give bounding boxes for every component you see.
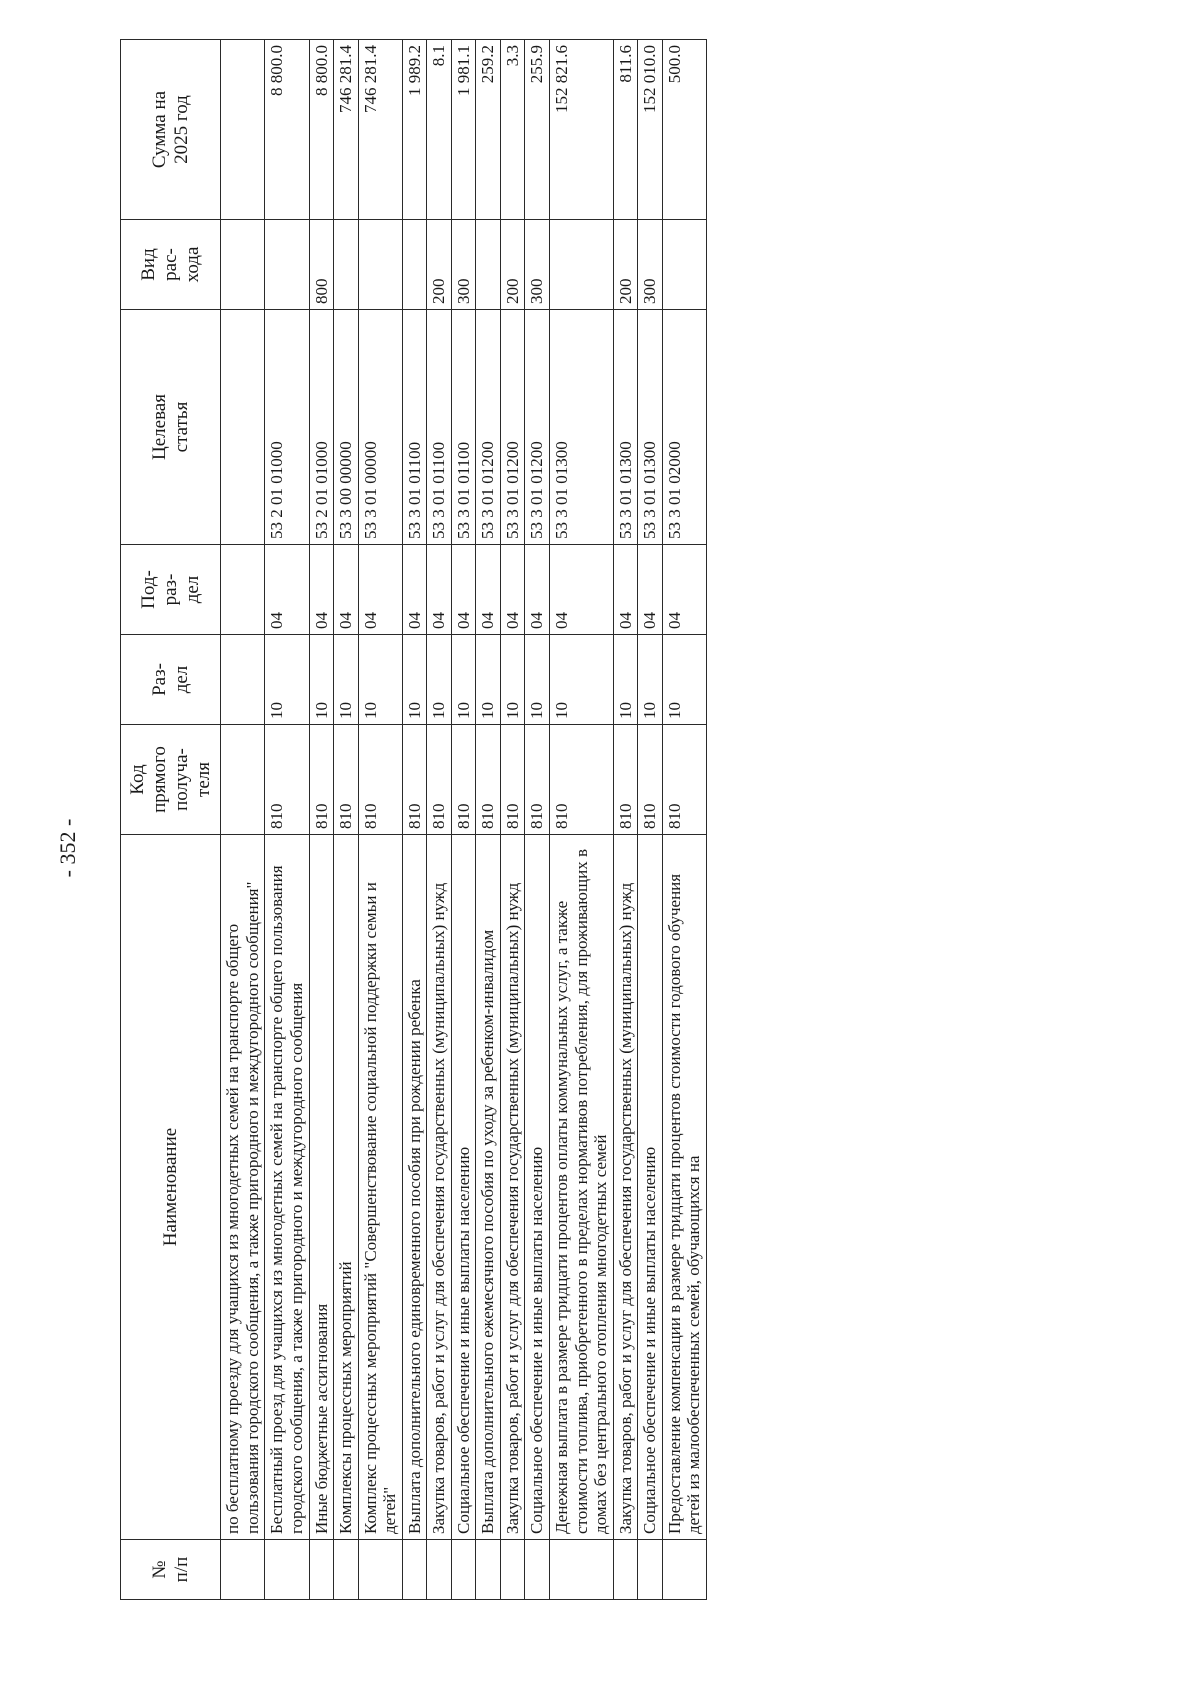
cell-exptype	[662, 220, 706, 310]
table-row	[476, 40, 501, 1600]
cell-subsection: 04	[358, 545, 402, 635]
table-row	[662, 40, 706, 1600]
cell-recipient: 810	[662, 725, 706, 835]
cell-target	[221, 310, 265, 545]
cell-subsection: 04	[638, 545, 663, 635]
cell-subsection: 04	[476, 545, 501, 635]
cell-recipient: 810	[476, 725, 501, 835]
cell-target: 53 3 01 01200	[525, 310, 550, 545]
cell-exptype: 200	[427, 220, 452, 310]
cell-exptype	[402, 220, 427, 310]
cell-section: 10	[309, 635, 334, 725]
cell-num	[402, 1540, 427, 1600]
cell-name: Бесплатный проезд для учащихся из многодетных семей на транспорте общего пользования городского сообщения, а также пригородного и междугородного сообщения	[265, 835, 309, 1540]
cell-recipient: 810	[334, 725, 359, 835]
header-subsection: Под- раз- дел	[121, 545, 221, 635]
cell-sum: 152 821.6	[550, 40, 614, 220]
cell-section: 10	[265, 635, 309, 725]
cell-exptype: 200	[500, 220, 525, 310]
cell-recipient: 810	[613, 725, 638, 835]
cell-num	[334, 1540, 359, 1600]
cell-subsection: 04	[613, 545, 638, 635]
table-body	[221, 40, 706, 1600]
cell-sum: 152 010.0	[638, 40, 663, 220]
cell-target: 53 3 01 01100	[402, 310, 427, 545]
cell-sum: 8.1	[427, 40, 452, 220]
cell-sum: 8 800.0	[309, 40, 334, 220]
cell-subsection: 04	[451, 545, 476, 635]
cell-num	[427, 1540, 452, 1600]
cell-exptype: 800	[309, 220, 334, 310]
header-sum: Сумма на 2025 год	[121, 40, 221, 220]
cell-subsection: 04	[500, 545, 525, 635]
cell-exptype: 300	[525, 220, 550, 310]
cell-target: 53 3 01 01100	[427, 310, 452, 545]
cell-sum: 3.3	[500, 40, 525, 220]
cell-name: Закупка товаров, работ и услуг для обеспечения государственных (муниципальных) нужд	[613, 835, 638, 1540]
header-num: № п/п	[121, 1540, 221, 1600]
cell-subsection: 04	[265, 545, 309, 635]
cell-subsection: 04	[334, 545, 359, 635]
cell-num	[662, 1540, 706, 1600]
cell-num	[309, 1540, 334, 1600]
cell-target: 53 2 01 01000	[265, 310, 309, 545]
cell-name: Предоставление компенсации в размере тридцати процентов стоимости годового обучения детей из малообеспеченных семей, обучающихся на	[662, 835, 706, 1540]
table-row	[309, 40, 334, 1600]
cell-num	[525, 1540, 550, 1600]
table-row	[427, 40, 452, 1600]
cell-name: по бесплатному проезду для учащихся из многодетных семей на транспорте общего пользования городского сообщения, а также пригородного и междугородного сообщения"	[221, 835, 265, 1540]
header-name: Наименование	[121, 835, 221, 1540]
cell-recipient: 810	[550, 725, 614, 835]
cell-recipient: 810	[500, 725, 525, 835]
cell-section: 10	[638, 635, 663, 725]
header-row	[121, 40, 221, 1600]
cell-recipient: 810	[525, 725, 550, 835]
cell-recipient	[221, 725, 265, 835]
cell-recipient: 810	[451, 725, 476, 835]
cell-section: 10	[500, 635, 525, 725]
table-row	[550, 40, 614, 1600]
cell-exptype	[265, 220, 309, 310]
cell-subsection	[221, 545, 265, 635]
table-row	[358, 40, 402, 1600]
cell-name: Иные бюджетные ассигнования	[309, 835, 334, 1540]
cell-exptype: 300	[451, 220, 476, 310]
table-row	[221, 40, 265, 1600]
cell-sum: 259.2	[476, 40, 501, 220]
rotated-content	[120, 40, 1100, 1600]
cell-sum: 1 989.2	[402, 40, 427, 220]
cell-section	[221, 635, 265, 725]
cell-section: 10	[451, 635, 476, 725]
cell-recipient: 810	[638, 725, 663, 835]
table-row	[613, 40, 638, 1600]
cell-sum: 746 281.4	[334, 40, 359, 220]
cell-exptype	[550, 220, 614, 310]
header-exptype: Вид рас- хода	[121, 220, 221, 310]
cell-section: 10	[662, 635, 706, 725]
table-row	[500, 40, 525, 1600]
cell-sum: 8 800.0	[265, 40, 309, 220]
cell-recipient: 810	[427, 725, 452, 835]
cell-num	[550, 1540, 614, 1600]
cell-recipient: 810	[402, 725, 427, 835]
cell-name: Комплексы процессных мероприятий	[334, 835, 359, 1540]
cell-exptype	[334, 220, 359, 310]
cell-section: 10	[334, 635, 359, 725]
cell-name: Денежная выплата в размере тридцати процентов оплаты коммунальных услуг, а также стоимости топлива, приобретенного в пределах нормативов потребления, для проживающих в домах без центрального отопления многодетных семей	[550, 835, 614, 1540]
table-row	[638, 40, 663, 1600]
cell-num	[613, 1540, 638, 1600]
header-section: Раз- дел	[121, 635, 221, 725]
cell-section: 10	[358, 635, 402, 725]
cell-name: Выплата дополнительного единовременного пособия при рождении ребенка	[402, 835, 427, 1540]
cell-section: 10	[550, 635, 614, 725]
cell-target: 53 2 01 01000	[309, 310, 334, 545]
cell-name: Комплекс процессных мероприятий "Совершенствование социальной поддержки семьи и детей"	[358, 835, 402, 1540]
cell-num	[500, 1540, 525, 1600]
header-target: Целевая статья	[121, 310, 221, 545]
cell-name: Социальное обеспечение и иные выплаты населению	[451, 835, 476, 1540]
table-row	[334, 40, 359, 1600]
cell-num	[358, 1540, 402, 1600]
cell-section: 10	[613, 635, 638, 725]
cell-exptype: 300	[638, 220, 663, 310]
cell-subsection: 04	[402, 545, 427, 635]
cell-num	[451, 1540, 476, 1600]
table-row	[265, 40, 309, 1600]
cell-sum: 811.6	[613, 40, 638, 220]
cell-target: 53 3 01 01200	[476, 310, 501, 545]
budget-table	[120, 39, 707, 1600]
cell-subsection: 04	[309, 545, 334, 635]
cell-recipient: 810	[358, 725, 402, 835]
cell-target: 53 3 01 01300	[638, 310, 663, 545]
cell-exptype	[358, 220, 402, 310]
cell-target: 53 3 00 00000	[334, 310, 359, 545]
cell-name: Закупка товаров, работ и услуг для обеспечения государственных (муниципальных) нужд	[500, 835, 525, 1540]
cell-num	[638, 1540, 663, 1600]
cell-sum: 500.0	[662, 40, 706, 220]
cell-subsection: 04	[427, 545, 452, 635]
cell-target: 53 3 01 01200	[500, 310, 525, 545]
cell-target: 53 3 01 00000	[358, 310, 402, 545]
table-header	[121, 40, 221, 1600]
cell-exptype: 200	[613, 220, 638, 310]
cell-section: 10	[525, 635, 550, 725]
cell-recipient: 810	[265, 725, 309, 835]
cell-num	[221, 1540, 265, 1600]
header-recipient: Код прямого получа- теля	[121, 725, 221, 835]
cell-subsection: 04	[525, 545, 550, 635]
cell-sum	[221, 40, 265, 220]
cell-sum: 746 281.4	[358, 40, 402, 220]
table-row	[402, 40, 427, 1600]
cell-num	[476, 1540, 501, 1600]
cell-section: 10	[427, 635, 452, 725]
table-row	[451, 40, 476, 1600]
cell-sum: 255.9	[525, 40, 550, 220]
cell-target: 53 3 01 01300	[550, 310, 614, 545]
cell-subsection: 04	[550, 545, 614, 635]
cell-name: Социальное обеспечение и иные выплаты населению	[525, 835, 550, 1540]
cell-name: Социальное обеспечение и иные выплаты населению	[638, 835, 663, 1540]
cell-section: 10	[402, 635, 427, 725]
cell-section: 10	[476, 635, 501, 725]
page-number: - 352 -	[55, 818, 80, 878]
cell-target: 53 3 01 02000	[662, 310, 706, 545]
cell-name: Выплата дополнительного ежемесячного пособия по уходу за ребенком-инвалидом	[476, 835, 501, 1540]
cell-sum: 1 981.1	[451, 40, 476, 220]
table-row	[525, 40, 550, 1600]
cell-name: Закупка товаров, работ и услуг для обеспечения государственных (муниципальных) нужд	[427, 835, 452, 1540]
cell-num	[265, 1540, 309, 1600]
cell-exptype	[221, 220, 265, 310]
cell-target: 53 3 01 01100	[451, 310, 476, 545]
cell-exptype	[476, 220, 501, 310]
cell-target: 53 3 01 01300	[613, 310, 638, 545]
cell-subsection: 04	[662, 545, 706, 635]
cell-recipient: 810	[309, 725, 334, 835]
